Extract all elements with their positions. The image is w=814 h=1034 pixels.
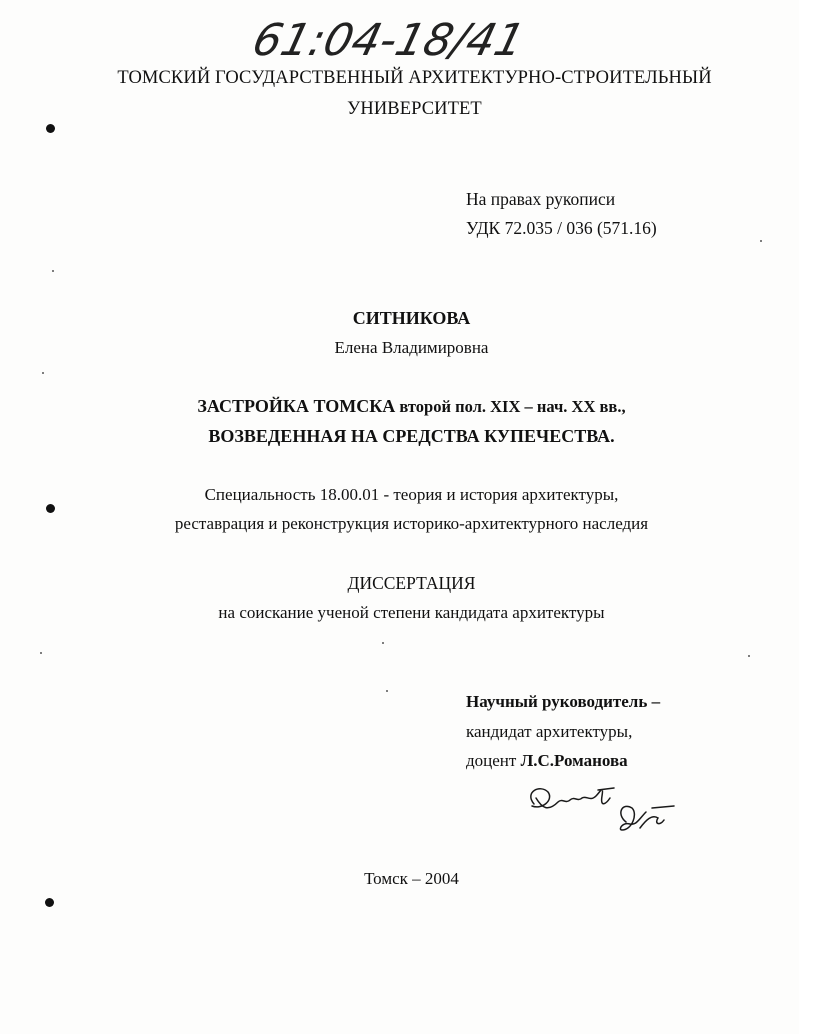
title-main: ЗАСТРОЙКА ТОМСКА: [197, 396, 396, 416]
advisor-title: кандидат архитектуры,: [466, 722, 633, 741]
punch-hole-mark-1: [46, 124, 55, 133]
author-given-names: Елена Владимировна: [334, 338, 489, 357]
university-name-line2: УНИВЕРСИТЕТ: [347, 99, 482, 119]
work-type-label: ДИССЕРТАЦИЯ: [347, 573, 476, 593]
udc-code: УДК 72.035 / 036 (571.16): [466, 218, 657, 238]
scan-speck: [386, 690, 388, 692]
degree-line: на соискание ученой степени кандидата архитектуры: [218, 603, 605, 622]
author-surname: СИТНИКОВА: [352, 308, 471, 328]
advisor-name: Л.С.Романова: [520, 751, 628, 770]
scan-speck: [382, 642, 384, 644]
dissertation-title-line1: [12, 396, 811, 417]
scan-speck: [760, 240, 762, 242]
scan-speck: [748, 655, 750, 657]
scan-speck: [40, 652, 42, 654]
handwritten-archive-number: [246, 0, 530, 72]
place-and-year: Томск – 2004: [364, 869, 459, 888]
punch-hole-mark-2: [46, 504, 55, 513]
university-name-line1: ТОМСКИЙ ГОСУДАРСТВЕННЫЙ АРХИТЕКТУРНО-СТРОИТЕЛЬНЫЙ: [117, 68, 712, 88]
title-rest: второй пол. XIX – нач. XX вв.,: [395, 397, 626, 416]
scan-speck: [42, 372, 44, 374]
scan-speck: [52, 270, 54, 272]
manuscript-rights: На правах рукописи: [466, 189, 616, 209]
advisor-position-label: доцент: [466, 751, 521, 770]
handwritten-archive-text: 61:04-18/41: [247, 14, 530, 66]
dissertation-title-line2: ВОЗВЕДЕННАЯ НА СРЕДСТВА КУПЕЧЕСТВА.: [208, 426, 615, 446]
advisor-heading: Научный руководитель –: [466, 692, 661, 711]
handwritten-signature: [518, 778, 688, 848]
specialty-line2: реставрация и реконструкция историко-архитектурного наследия: [174, 514, 649, 533]
punch-hole-mark-3: [45, 898, 54, 907]
specialty-line1: Специальность 18.00.01 - теория и история архитектуры,: [204, 485, 619, 504]
advisor-position: [466, 751, 628, 771]
